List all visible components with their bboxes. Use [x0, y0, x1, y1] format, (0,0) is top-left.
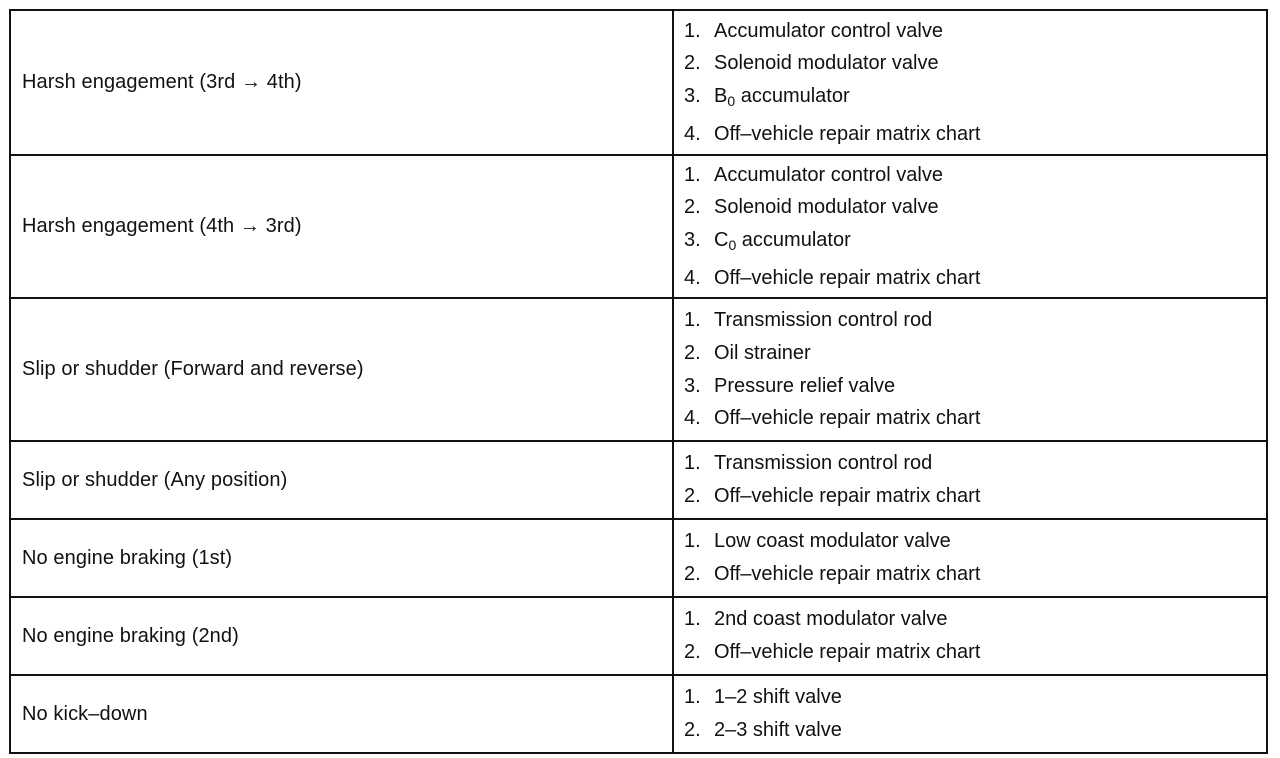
cause-text: [714, 224, 851, 262]
cause-text-subscript: 0: [728, 237, 737, 253]
cause-item: [684, 262, 1266, 295]
cause-item: [684, 80, 1266, 118]
table-row: [11, 11, 1266, 154]
table-row: [11, 297, 1266, 440]
cause-item: [684, 558, 1266, 591]
cause-item: [684, 603, 1266, 636]
table-row: [11, 518, 1266, 596]
cause-text-rest: accumulator: [736, 229, 851, 251]
cause-text: Low coast modulator valve: [714, 530, 951, 553]
cause-text: Off–vehicle repair matrix chart: [714, 266, 981, 289]
cause-text: Off–vehicle repair matrix chart: [714, 641, 981, 663]
cause-number: 1.: [684, 163, 701, 186]
table-row: [11, 154, 1266, 297]
causes-cell: [674, 598, 1266, 674]
symptom-cell: No engine braking (2nd): [11, 598, 674, 674]
cause-text: Transmission control rod: [714, 309, 933, 332]
cause-number: 3.: [684, 229, 701, 251]
cause-item: [684, 304, 1266, 337]
cause-number: 1.: [684, 686, 701, 709]
cause-item: [684, 224, 1266, 262]
cause-item: [684, 337, 1266, 370]
cause-number: 2.: [684, 52, 701, 75]
cause-number: 1.: [684, 530, 701, 553]
cause-text: Solenoid modulator valve: [714, 196, 939, 219]
symptom-cell: Slip or shudder (Forward and reverse): [11, 299, 674, 440]
cause-text-subscript: 0: [727, 93, 736, 109]
cause-number: 3.: [684, 374, 701, 397]
symptom-cell: No kick–down: [11, 676, 674, 752]
cause-text: Oil strainer: [714, 341, 811, 364]
cause-text: Off–vehicle repair matrix chart: [714, 485, 981, 507]
cause-number: 4.: [684, 122, 701, 145]
cause-text: Pressure relief valve: [714, 374, 896, 397]
causes-cell: [674, 299, 1266, 440]
cause-text-main: C: [714, 229, 729, 251]
cause-text: Off–vehicle repair matrix chart: [714, 407, 981, 430]
causes-cell: [674, 520, 1266, 596]
cause-text: Accumulator control valve: [714, 163, 943, 186]
cause-number: 2.: [684, 641, 701, 663]
cause-item: [684, 402, 1266, 435]
cause-text: Off–vehicle repair matrix chart: [714, 563, 981, 585]
cause-text: Accumulator control valve: [714, 19, 943, 42]
causes-cell: [674, 676, 1266, 752]
cause-item: [684, 118, 1266, 151]
cause-number: 2.: [684, 196, 701, 219]
cause-text-main: B: [714, 85, 728, 107]
cause-number: 4.: [684, 266, 701, 289]
causes-cell: [674, 442, 1266, 518]
cause-number: 2.: [684, 563, 701, 585]
cause-number: 3.: [684, 85, 701, 107]
cause-item: [684, 191, 1266, 224]
cause-text: 2nd coast modulator valve: [714, 608, 948, 631]
cause-number: 1.: [684, 19, 701, 42]
cause-number: 2.: [684, 719, 701, 741]
table-row: [11, 596, 1266, 674]
cause-number: 1.: [684, 452, 701, 475]
symptom-cell: Slip or shudder (Any position): [11, 442, 674, 518]
cause-number: 1.: [684, 309, 701, 332]
troubleshooting-table: [9, 9, 1268, 754]
cause-text: 1–2 shift valve: [714, 686, 842, 709]
cause-text: Off–vehicle repair matrix chart: [714, 122, 981, 145]
cause-number: 2.: [684, 341, 701, 364]
symptom-cell: No engine braking (1st): [11, 520, 674, 596]
cause-item: [684, 681, 1266, 714]
cause-item: [684, 480, 1266, 513]
cause-item: [684, 47, 1266, 80]
cause-item: [684, 370, 1266, 403]
cause-number: 4.: [684, 407, 701, 430]
cause-text: [714, 80, 850, 118]
cause-item: [684, 525, 1266, 558]
cause-text: 2–3 shift valve: [714, 719, 842, 741]
cause-item: [684, 159, 1266, 192]
cause-item: [684, 636, 1266, 669]
cause-number: 2.: [684, 485, 701, 507]
cause-text: Transmission control rod: [714, 452, 933, 475]
cause-text: Solenoid modulator valve: [714, 52, 939, 75]
cause-item: [684, 15, 1266, 48]
cause-text-rest: accumulator: [735, 85, 850, 107]
symptom-cell: Harsh engagement (3rd → 4th): [11, 11, 674, 154]
causes-cell: [674, 11, 1266, 154]
table-row: [11, 440, 1266, 518]
cause-item: [684, 714, 1266, 747]
table-row: [11, 674, 1266, 752]
causes-cell: [674, 156, 1266, 297]
cause-number: 1.: [684, 608, 701, 631]
cause-item: [684, 447, 1266, 480]
symptom-cell: Harsh engagement (4th → 3rd): [11, 156, 674, 297]
